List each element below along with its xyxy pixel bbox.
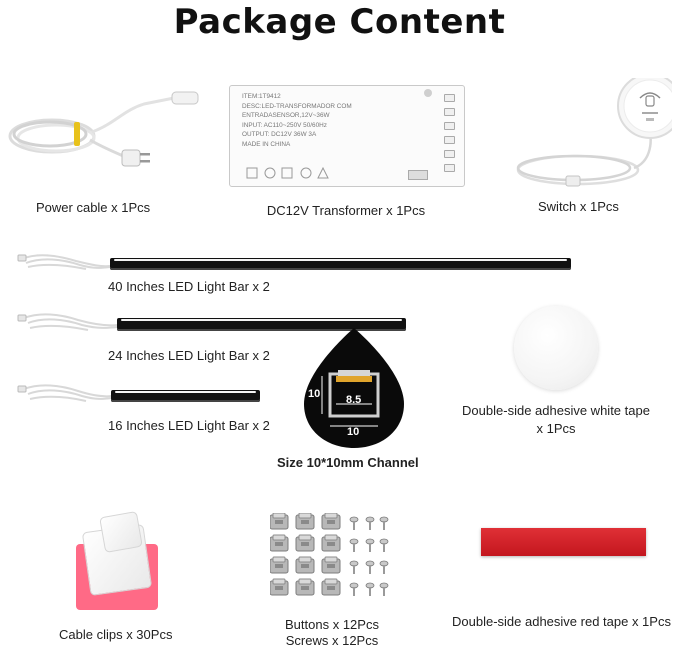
page-title: Package Content bbox=[173, 2, 506, 42]
port-icon bbox=[444, 164, 455, 172]
status-dot bbox=[424, 89, 432, 97]
channel-height-label: 10 bbox=[308, 388, 321, 400]
buttons-caption: Buttons x 12Pcs bbox=[285, 617, 379, 632]
bar16-caption: 16 Inches LED Light Bar x 2 bbox=[108, 418, 270, 433]
channel-inner-label: 8.5 bbox=[346, 394, 362, 406]
buttons-screws-image bbox=[270, 513, 394, 603]
transformer-label-line: OUTPUT: DC12V 36W 3A bbox=[242, 131, 317, 139]
transformer-image bbox=[229, 85, 465, 187]
channel-caption: Size 10*10mm Channel bbox=[277, 455, 419, 470]
output-ports bbox=[444, 94, 455, 172]
transformer-label-line: INPUT: AC110~250V 50/60Hz bbox=[242, 121, 327, 129]
switch-image bbox=[500, 78, 672, 190]
bar40-wire-image bbox=[16, 251, 112, 275]
channel-width-label: 10 bbox=[347, 426, 360, 438]
red-tape-caption: Double-side adhesive red tape x 1Pcs bbox=[452, 614, 671, 629]
led-bar-40 bbox=[110, 258, 571, 270]
port-icon bbox=[444, 94, 455, 102]
cable-clip-image bbox=[70, 512, 166, 616]
port-icon bbox=[444, 108, 455, 116]
cable-clips-caption: Cable clips x 30Pcs bbox=[59, 627, 173, 642]
transformer-label-line: ITEM:1T9412 bbox=[242, 93, 281, 100]
switch-caption: Switch x 1Pcs bbox=[538, 199, 619, 214]
white-tape-caption-line2: x 1Pcs bbox=[536, 421, 576, 436]
transformer-label bbox=[242, 92, 352, 150]
white-tape-image bbox=[514, 306, 598, 390]
bar24-caption: 24 Inches LED Light Bar x 2 bbox=[108, 348, 270, 363]
bar16-wire-image bbox=[16, 381, 114, 407]
transformer-caption: DC12V Transformer x 1Pcs bbox=[266, 203, 426, 218]
power-cable-caption: Power cable x 1Pcs bbox=[36, 200, 151, 215]
screws-caption: Screws x 12Pcs bbox=[285, 633, 379, 648]
transformer-label-line: ENTRADASENSOR,12V~36W bbox=[242, 112, 330, 120]
power-cable-image bbox=[4, 88, 204, 188]
port-icon bbox=[444, 136, 455, 144]
clip-hook bbox=[99, 511, 143, 553]
sticker-icon bbox=[408, 170, 428, 180]
certification-icons bbox=[246, 166, 356, 178]
red-tape-image bbox=[481, 528, 646, 556]
port-icon bbox=[444, 122, 455, 130]
bar40-caption: 40 Inches LED Light Bar x 2 bbox=[108, 279, 270, 294]
transformer-label-line: DESC:LED-TRANSFORMADOR COM bbox=[242, 102, 352, 110]
led-bar-16 bbox=[111, 390, 260, 402]
white-tape-caption-line1: Double-side adhesive white tape bbox=[462, 403, 650, 418]
port-icon bbox=[444, 150, 455, 158]
bar24-wire-image bbox=[16, 310, 120, 336]
channel-cross-section bbox=[300, 326, 408, 450]
transformer-label-line: MADE IN CHINA bbox=[242, 140, 291, 148]
